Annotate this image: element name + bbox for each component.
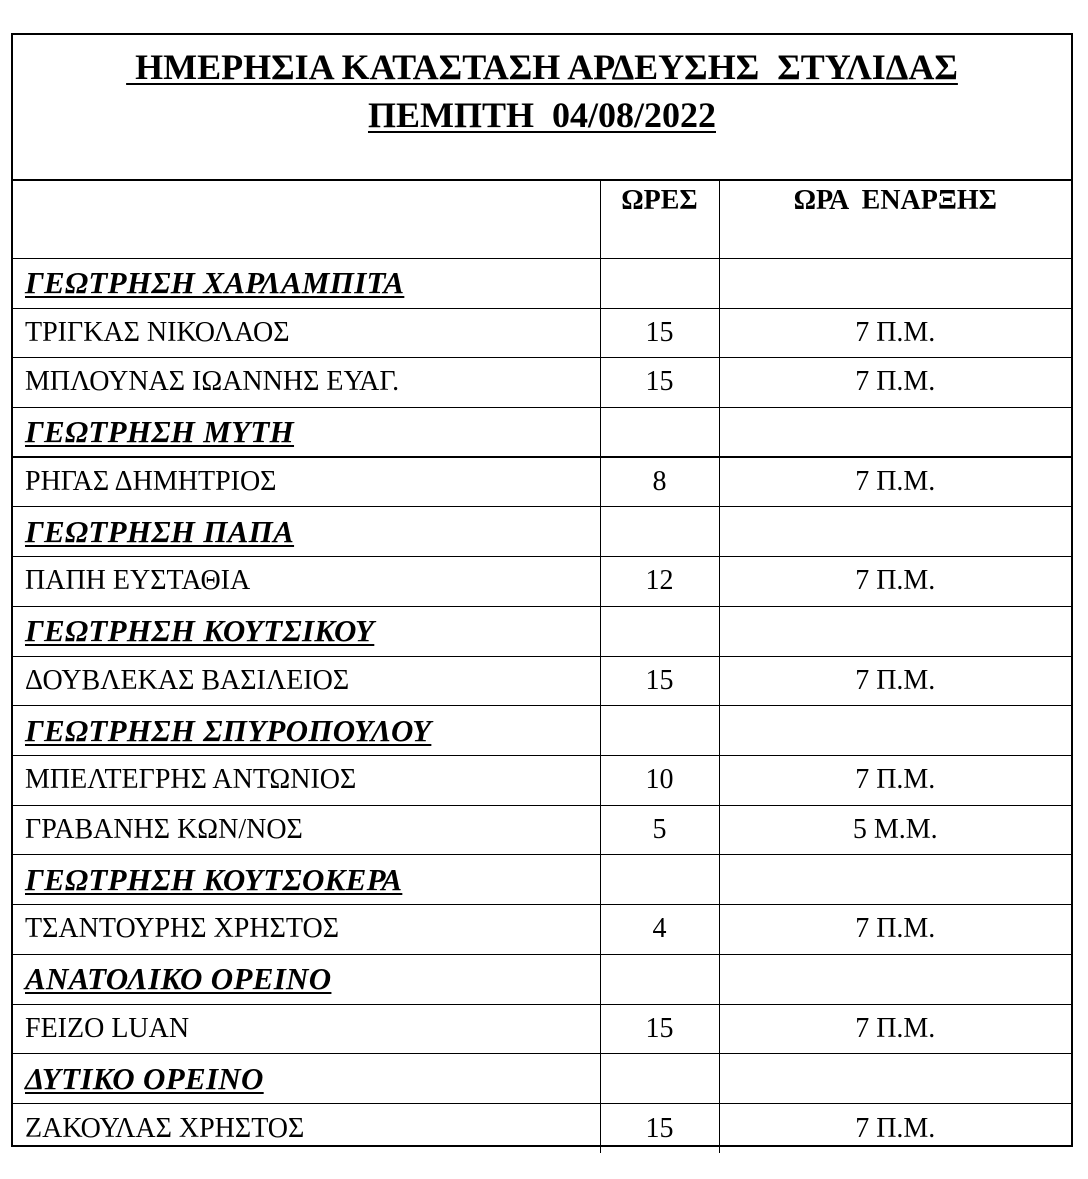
section-hours-cell <box>600 855 719 905</box>
section-hours-cell <box>600 606 719 656</box>
hours-value: 12 <box>600 557 719 607</box>
section-label-cell <box>13 606 600 656</box>
worker-name: ΜΠΕΛΤΕΓΡΗΣ ΑΝΤΩΝΙΟΣ <box>13 756 600 806</box>
worker-name: ΓΡΑΒΑΝΗΣ ΚΩΝ/ΝΟΣ <box>13 805 600 855</box>
section-label-cell <box>13 1054 600 1104</box>
start-time-value: 7 Π.Μ. <box>719 1104 1071 1154</box>
section-label-cell <box>13 954 600 1004</box>
section-hours-cell <box>600 954 719 1004</box>
section-start-cell <box>719 606 1071 656</box>
section-label: ΓΕΩΤΡΗΣΗ ΚΟΥΤΣΟΚΕΡΑ <box>25 861 403 897</box>
start-time-value: 7 Π.Μ. <box>719 1004 1071 1054</box>
column-header-hours: ΩΡΕΣ <box>600 181 719 258</box>
section-start-cell <box>719 706 1071 756</box>
section-label-cell <box>13 706 600 756</box>
report-title: ΗΜΕΡΗΣΙΑ ΚΑΤΑΣΤΑΣΗ ΑΡΔΕΥΣΗΣ ΣΤΥΛΙΔΑΣ <box>126 47 958 87</box>
section-start-cell <box>719 258 1071 308</box>
start-time-value: 7 Π.Μ. <box>719 656 1071 706</box>
table-row <box>13 358 1071 408</box>
table-row <box>13 756 1071 806</box>
section-hours-cell <box>600 407 719 457</box>
start-time-value: 7 Π.Μ. <box>719 308 1071 358</box>
table-row <box>13 1004 1071 1054</box>
table-row <box>13 308 1071 358</box>
irrigation-table <box>13 181 1071 1153</box>
worker-name: ΡΗΓΑΣ ΔΗΜΗΤΡΙΟΣ <box>13 457 600 507</box>
table-row <box>13 656 1071 706</box>
section-row <box>13 507 1071 557</box>
section-start-cell <box>719 1054 1071 1104</box>
section-row <box>13 706 1071 756</box>
section-hours-cell <box>600 1054 719 1104</box>
start-time-value: 5 Μ.Μ. <box>719 805 1071 855</box>
table-row <box>13 1104 1071 1154</box>
section-label: ΓΕΩΤΡΗΣΗ ΜΥΤΗ <box>25 413 295 449</box>
hours-value: 15 <box>600 656 719 706</box>
start-time-value: 7 Π.Μ. <box>719 457 1071 507</box>
worker-name: ΤΡΙΓΚΑΣ ΝΙΚΟΛΑΟΣ <box>13 308 600 358</box>
section-hours-cell <box>600 507 719 557</box>
hours-value: 15 <box>600 358 719 408</box>
section-row <box>13 1054 1071 1104</box>
section-start-cell <box>719 507 1071 557</box>
section-label: ΓΕΩΤΡΗΣΗ ΣΠΥΡΟΠΟΥΛΟΥ <box>25 712 432 748</box>
section-row <box>13 855 1071 905</box>
section-label-cell <box>13 258 600 308</box>
irrigation-report <box>11 33 1073 1147</box>
section-label-cell <box>13 507 600 557</box>
section-label: ΑΝΑΤΟΛΙΚΟ ΟΡΕΙΝΟ <box>25 961 332 996</box>
section-row <box>13 407 1071 457</box>
table-row <box>13 557 1071 607</box>
table-row <box>13 805 1071 855</box>
report-date: ΠΕΜΠΤΗ 04/08/2022 <box>367 95 716 135</box>
section-label: ΓΕΩΤΡΗΣΗ ΧΑΡΛΑΜΠΙΤΑ <box>25 265 405 300</box>
column-header-name <box>13 181 600 258</box>
hours-value: 15 <box>600 1004 719 1054</box>
section-label-cell <box>13 407 600 457</box>
hours-value: 15 <box>600 1104 719 1154</box>
section-label: ΓΕΩΤΡΗΣΗ ΚΟΥΤΣΙΚΟΥ <box>25 613 375 648</box>
table-row <box>13 905 1071 955</box>
section-label: ΔΥΤΙΚΟ ΟΡΕΙΝΟ <box>25 1060 264 1096</box>
worker-name: ΖΑΚΟΥΛΑΣ ΧΡΗΣΤΟΣ <box>13 1104 600 1154</box>
hours-value: 10 <box>600 756 719 806</box>
start-time-value: 7 Π.Μ. <box>719 358 1071 408</box>
section-start-cell <box>719 407 1071 457</box>
start-time-value: 7 Π.Μ. <box>719 557 1071 607</box>
worker-name: FEIZO LUAN <box>13 1004 600 1054</box>
section-label-cell <box>13 855 600 905</box>
section-start-cell <box>719 954 1071 1004</box>
start-time-value: 7 Π.Μ. <box>719 756 1071 806</box>
worker-name: ΠΑΠΗ ΕΥΣΤΑΘΙΑ <box>13 557 600 607</box>
report-title-block <box>13 35 1071 181</box>
section-hours-cell <box>600 706 719 756</box>
worker-name: ΜΠΛΟΥΝΑΣ ΙΩΑΝΝΗΣ ΕΥΑΓ. <box>13 358 600 408</box>
table-row <box>13 457 1071 507</box>
section-label: ΓΕΩΤΡΗΣΗ ΠΑΠΑ <box>25 513 295 549</box>
hours-value: 8 <box>600 457 719 507</box>
section-start-cell <box>719 855 1071 905</box>
section-row <box>13 258 1071 308</box>
worker-name: ΤΣΑΝΤΟΥΡΗΣ ΧΡΗΣΤΟΣ <box>13 905 600 955</box>
worker-name: ΔΟΥΒΛΕΚΑΣ ΒΑΣΙΛΕΙΟΣ <box>13 656 600 706</box>
start-time-value: 7 Π.Μ. <box>719 905 1071 955</box>
hours-value: 5 <box>600 805 719 855</box>
table-header-row <box>13 181 1071 258</box>
hours-value: 4 <box>600 905 719 955</box>
section-row <box>13 606 1071 656</box>
section-row <box>13 954 1071 1004</box>
hours-value: 15 <box>600 308 719 358</box>
column-header-start-time: ΩΡΑ ΕΝΑΡΞΗΣ <box>719 181 1071 258</box>
section-hours-cell <box>600 258 719 308</box>
